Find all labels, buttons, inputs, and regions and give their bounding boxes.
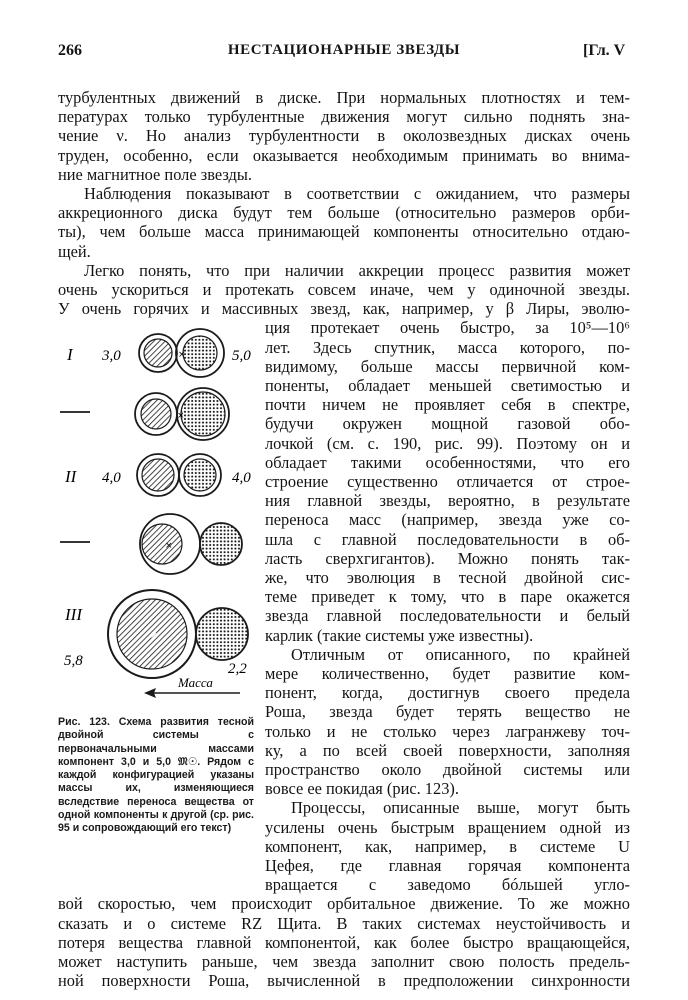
running-title: НЕСТАЦИОНАРНЫЕ ЗВЕЗДЫ (227, 42, 461, 58)
star-secondary (181, 392, 225, 436)
text-line: видимому, больше массы первичной ком- (265, 356, 630, 376)
arrow-label: Масса (178, 675, 213, 690)
text-line: понент, когда, достигнув своего предела (265, 683, 630, 703)
text-line: труден, особенно, если оказывается необходимым принимать во внима- (58, 145, 630, 165)
center-of-mass-marker: × (177, 411, 185, 421)
text-line: поненты, обладает меньшей светимостью и (265, 376, 630, 395)
figure-123 (50, 320, 262, 710)
text-line: будучи окружен мощной газовой обо- (265, 414, 630, 434)
text-line: карлик (такие системы уже известны). (265, 625, 534, 645)
text-line: сказать и о системе RZ Щита. В таких системах неустойчивость и (58, 913, 630, 933)
text-line: лочкой (см. с. 190, рис. 99). Поэтому он и (265, 433, 630, 453)
text-line: Процессы, описанные выше, могут быть (291, 798, 630, 818)
text-line: Роша, звезда будет терять вещество не (265, 702, 630, 722)
text-line: ласть сверхгигантов). Можно понять так- (265, 548, 630, 568)
center-of-mass-marker: × (178, 350, 186, 360)
text-line: теме приведет к тому, что в паре окажется (265, 587, 630, 607)
text-line: Наблюдения показывают в соответствии с ожиданием, что размеры (84, 184, 630, 203)
star-primary (142, 459, 174, 491)
stage-label: I (67, 345, 73, 364)
text-line: почти ничем не проявляет себя в спектре, (265, 395, 630, 415)
star-primary (141, 399, 171, 429)
text-line: шла с главной последовательности в об- (265, 529, 630, 549)
text-line: лет. Здесь спутник, масса которого, по- (265, 337, 630, 357)
mass-label: 4,0 (232, 470, 251, 486)
mass-label: 5,8 (64, 653, 83, 669)
text-line: У очень горячих и массивных звезд, как, например, у β Лиры, эволю- (58, 299, 630, 319)
text-line: вращается с заведомо бóльшей угло- (265, 875, 630, 895)
text-line: усилены очень быстрым вращением одной из (265, 817, 630, 837)
text-line: пространство около двойной системы или (265, 760, 630, 779)
mass-label: 5,0 (232, 348, 251, 364)
mass-label: 4,0 (102, 470, 121, 486)
text-line: чение ν. Но анализ турбулентности в околозвездных дисках очень (58, 126, 630, 146)
stage-transition-1 (60, 388, 229, 440)
star-primary (144, 339, 172, 367)
text-line: турбулентных движений в диске. При нормальных плотностях и тем- (58, 88, 630, 107)
text-line: ние магнитное поле звезды. (58, 164, 252, 184)
text-line: звезда главной последовательности и белый (265, 606, 630, 626)
text-line: щей. (58, 241, 91, 261)
text-line: аккреционного диска будут тем больше (относительно размеров орби- (58, 203, 630, 223)
text-line: может наступить раньше, чем звезда заполнит свою полость предель- (58, 952, 630, 971)
text-line: компонент, как, например, в системе U (265, 836, 630, 856)
text-line: ция протекает очень быстро, за 10⁵—10⁶ (265, 318, 630, 338)
text-line: переноса масс (например, звезда уже со- (265, 510, 630, 530)
text-line: Отличным от описанного, по крайней (291, 644, 630, 664)
text-line: потеря вещества главной компонентой, как более быстро вращающейся, (58, 932, 630, 952)
star-secondary (200, 523, 242, 565)
mass-label: 3,0 (102, 348, 121, 364)
text-line: обладает такими особенностями, что его (265, 452, 630, 472)
chapter-label: [Гл. V (583, 42, 626, 59)
text-line: пературах только турбулентные движения могут сильно поднять зна- (58, 107, 630, 127)
star-secondary (184, 459, 216, 491)
text-line: же, что эволюция в тесной двойной сис- (265, 568, 630, 587)
page-number: 266 (58, 42, 82, 59)
star-secondary (196, 608, 248, 660)
star-secondary (183, 336, 217, 370)
text-line: только и не столько через лагранжеву точ- (265, 721, 630, 741)
text-line: ния главной звезды, вероятно, в результате (265, 491, 630, 511)
center-of-mass-marker: × (165, 541, 173, 551)
stage-transition-2 (60, 514, 242, 574)
stage-label: II (65, 467, 77, 486)
star-primary (142, 524, 182, 564)
text-line: ку, а по всей своей поверхности, заполняя (265, 740, 630, 760)
stage-2 (64, 454, 251, 496)
text-line: очень ускориться и протекать совсем иначе, чем у одиночной звезды. (58, 280, 630, 299)
center-of-mass-marker: × (150, 631, 158, 641)
figure-caption: Рис. 123. Схема развития тесной двойной системы с первоначальными массами компонент 3,0 и 5,0 𝔐☉. Рядом с каждой конфигурацией указаны массы их, изменяющиеся вследствие переноса вещества от одной компоненты к другой (ср. рис. 95 и сопровождающий его текст) (58, 716, 254, 835)
stage-label: III (65, 605, 82, 624)
text-line: вовсе ее покидая (рис. 123). (265, 779, 459, 799)
text-line: мере количественно, будет развитие ком- (265, 664, 630, 683)
text-line: вой скоростью, чем происходит орбитальное движение. То же можно (58, 894, 630, 914)
text-line: строение существенно отличается от строе- (265, 472, 630, 491)
text-line: ной поверхности Роша, вычисленной в предположении синхронности (58, 971, 630, 991)
stage-3 (64, 590, 248, 678)
mass-label: 2,2 (228, 661, 247, 677)
text-line: Легко понять, что при наличии аккреции процесс развития может (84, 260, 630, 280)
text-line: Цефея, где главная горячая компонента (265, 856, 630, 875)
text-line: ты), чем больше масса принимающей компоненты относительно отдаю- (58, 222, 630, 242)
stage-1 (66, 329, 251, 377)
